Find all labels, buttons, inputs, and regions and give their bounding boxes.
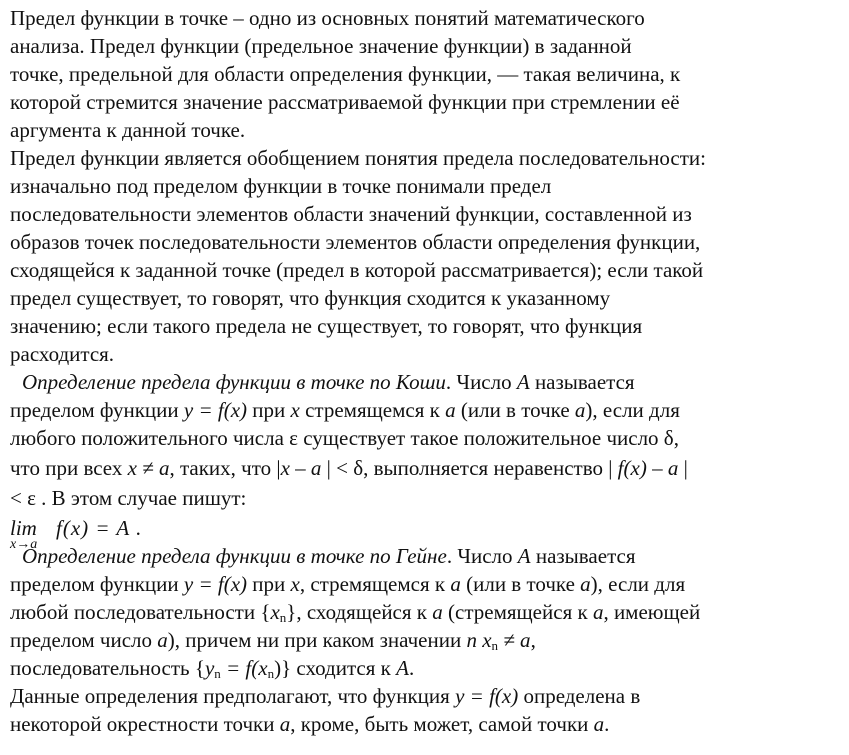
text-line bbox=[10, 710, 849, 738]
text-run: стремящемся к bbox=[299, 398, 446, 422]
math-var: x bbox=[270, 600, 280, 624]
math-var: a bbox=[592, 600, 604, 624]
math-expression: y = f(x) bbox=[183, 398, 248, 422]
text-line: точке, предельной для области определения функции, — такая величина, к bbox=[10, 62, 681, 86]
math-expression: = f(x bbox=[220, 656, 268, 680]
text-run: (или в точке bbox=[455, 398, 575, 422]
text-run: при bbox=[247, 572, 291, 596]
text-line bbox=[10, 570, 849, 598]
math-var: a bbox=[574, 398, 586, 422]
text-run: пределом функции bbox=[10, 572, 184, 596]
text-run: при bbox=[247, 398, 291, 422]
text-line bbox=[10, 542, 849, 570]
math-subscript: n bbox=[214, 666, 221, 681]
math-var: y bbox=[204, 656, 215, 680]
text-line bbox=[10, 454, 849, 484]
text-line: последовательности элементов области значений функции, составленной из bbox=[10, 202, 692, 226]
text-line: сходящейся к заданной точке (предел в которой рассматривается); если такой bbox=[10, 258, 704, 282]
text-run: . Число bbox=[445, 370, 517, 394]
math-var: a bbox=[279, 712, 291, 736]
text-run: последовательность { bbox=[10, 656, 205, 680]
math-expression: f(x) – a bbox=[612, 456, 679, 480]
text-run: называется bbox=[529, 370, 635, 394]
text-line: изначально под пределом функции в точке понимали предел bbox=[10, 174, 552, 198]
text-run: | < δ, выполняется неравенство | bbox=[321, 456, 613, 480]
text-line: Предел функции в точке – одно из основных понятий математического bbox=[10, 6, 645, 30]
text-run: . bbox=[408, 656, 415, 680]
math-var: a bbox=[593, 712, 605, 736]
math-expression: y = f(x) bbox=[183, 572, 248, 596]
text-run: ), если для bbox=[585, 398, 680, 422]
lim-expression: f(x) = A . bbox=[56, 516, 143, 540]
text-run: пределом функции bbox=[10, 398, 184, 422]
text-line bbox=[10, 626, 849, 654]
text-line: значению; если такого предела не существует, то говорят, что функция bbox=[10, 314, 643, 338]
text-line: расходится. bbox=[10, 342, 115, 366]
heine-title: Определение предела функции в точке по Гейне bbox=[22, 544, 447, 568]
math-var: x bbox=[290, 572, 300, 596]
text-run: , таких, что | bbox=[169, 456, 281, 480]
math-expression: y = f(x) bbox=[455, 684, 519, 708]
limit-formula bbox=[10, 512, 849, 552]
text-line: Предел функции является обобщением понятия предела последовательности: bbox=[10, 146, 706, 170]
math-expression: x ≠ a bbox=[127, 456, 170, 480]
lim-operator: lim bbox=[10, 516, 37, 540]
math-var: A bbox=[517, 544, 531, 568]
text-line: аргумента к данной точке. bbox=[10, 118, 246, 142]
text-run: . bbox=[604, 712, 610, 736]
paragraph-intro bbox=[10, 4, 849, 144]
text-run: что при всех bbox=[10, 456, 128, 480]
text-line bbox=[10, 598, 849, 626]
text-run: )} сходится к bbox=[274, 656, 397, 680]
math-var: n bbox=[466, 628, 477, 652]
text-run: определена в bbox=[518, 684, 641, 708]
text-run: , стремящемся к bbox=[299, 572, 451, 596]
math-var: A bbox=[396, 656, 409, 680]
text-line bbox=[10, 654, 849, 682]
math-expression: ≠ a bbox=[498, 628, 531, 652]
text-run: ), если для bbox=[590, 572, 686, 596]
text-run: (стремящейся к bbox=[442, 600, 593, 624]
text-line: < ε . В этом случае пишут: bbox=[10, 486, 247, 510]
text-line: анализа. Предел функции (предельное значение функции) в заданной bbox=[10, 34, 632, 58]
text-run: . Число bbox=[446, 544, 518, 568]
text-run: ), причем ни при каком значении bbox=[167, 628, 467, 652]
text-run: Данные определения предполагают, что функция bbox=[10, 684, 456, 708]
text-run: }, сходящейся к bbox=[286, 600, 433, 624]
text-run: пределом число bbox=[10, 628, 158, 652]
text-line bbox=[10, 682, 849, 710]
text-run: любой последовательности { bbox=[10, 600, 271, 624]
paragraph-generalization bbox=[10, 144, 849, 368]
text-line bbox=[10, 396, 849, 424]
math-expression: x – a bbox=[280, 456, 322, 480]
text-run: называется bbox=[530, 544, 636, 568]
math-var: x bbox=[290, 398, 300, 422]
math-subscript: n bbox=[279, 610, 287, 625]
text-run: | bbox=[678, 456, 688, 480]
math-var: a bbox=[157, 628, 168, 652]
text-line: предел существует, то говорят, что функция сходится к указанному bbox=[10, 286, 611, 310]
text-line: которой стремится значение рассматриваемой функции при стремлении её bbox=[10, 90, 680, 114]
text-run: (или в точке bbox=[460, 572, 581, 596]
text-run: , имеющей bbox=[603, 600, 701, 624]
math-var: x bbox=[482, 628, 492, 652]
text-line: любого положительного числа ε существует такое положительное число δ, bbox=[10, 426, 679, 450]
text-run: некоторой окрестности точки bbox=[10, 712, 280, 736]
text-line: образов точек последовательности элементов области определения функции, bbox=[10, 230, 701, 254]
lim-subscript: x→a bbox=[10, 537, 38, 552]
text-run: , bbox=[530, 628, 536, 652]
math-var: a bbox=[432, 600, 443, 624]
math-var: a bbox=[450, 572, 461, 596]
math-var: a bbox=[580, 572, 591, 596]
math-subscript: n bbox=[267, 666, 275, 681]
cauchy-title: Определение предела функции в точке по Коши bbox=[22, 370, 446, 394]
paragraph-conclusion bbox=[10, 682, 849, 738]
math-subscript: n bbox=[491, 638, 499, 653]
text-run: , кроме, быть может, самой точки bbox=[290, 712, 594, 736]
heine-definition bbox=[10, 542, 849, 682]
math-var: A bbox=[516, 370, 530, 394]
text-line bbox=[10, 368, 849, 396]
math-var: a bbox=[445, 398, 456, 422]
cauchy-definition bbox=[10, 368, 849, 552]
